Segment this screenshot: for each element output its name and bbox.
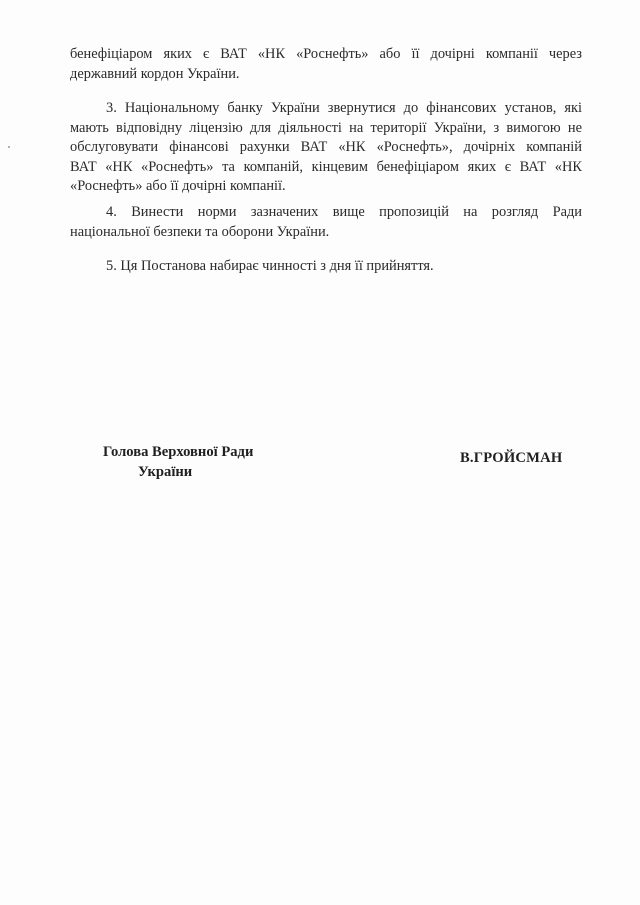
item-4-paragraph (70, 203, 582, 242)
scan-speck (8, 146, 10, 148)
signatory-title-line: України (138, 464, 193, 480)
signatory-name: В.ГРОЙСМАН (460, 450, 563, 466)
item-5-paragraph (70, 257, 582, 277)
paragraph-line: ВАТ «НК «Роснефть» та компаній, кінцевим бенефіціаром яких є ВАТ «НК (70, 158, 582, 175)
paragraph-line: 3. Національному банку України звернутися до фінансових установ, які (106, 100, 582, 116)
paragraph-line: бенефіціаром яких є ВАТ «НК «Роснефть» або її дочірні компанії через (70, 46, 582, 62)
paragraph-line: обслуговувати фінансові рахунки ВАТ «НК «Роснефть», дочірніх компаній (70, 139, 582, 155)
paragraph-line: 5. Ця Постанова набирає чинності з дня її прийняття. (106, 258, 434, 274)
item-3-paragraph (70, 99, 582, 197)
paragraph-line: «Роснефть» або її дочірні компанії. (70, 178, 286, 194)
paragraph-line: національної безпеки та оборони України. (70, 223, 330, 240)
signatory-title-line: Голова Верховної Ради (103, 444, 254, 460)
signatory-title (103, 442, 253, 482)
paragraph-line: державний кордон України. (70, 65, 240, 82)
paragraph-line: 4. Винести норми зазначених вище пропозицій на розгляд Ради (106, 204, 582, 220)
continued-paragraph (70, 45, 582, 84)
paragraph-line: мають відповідну ліцензію для діяльності на території України, з вимогою не (70, 119, 582, 136)
